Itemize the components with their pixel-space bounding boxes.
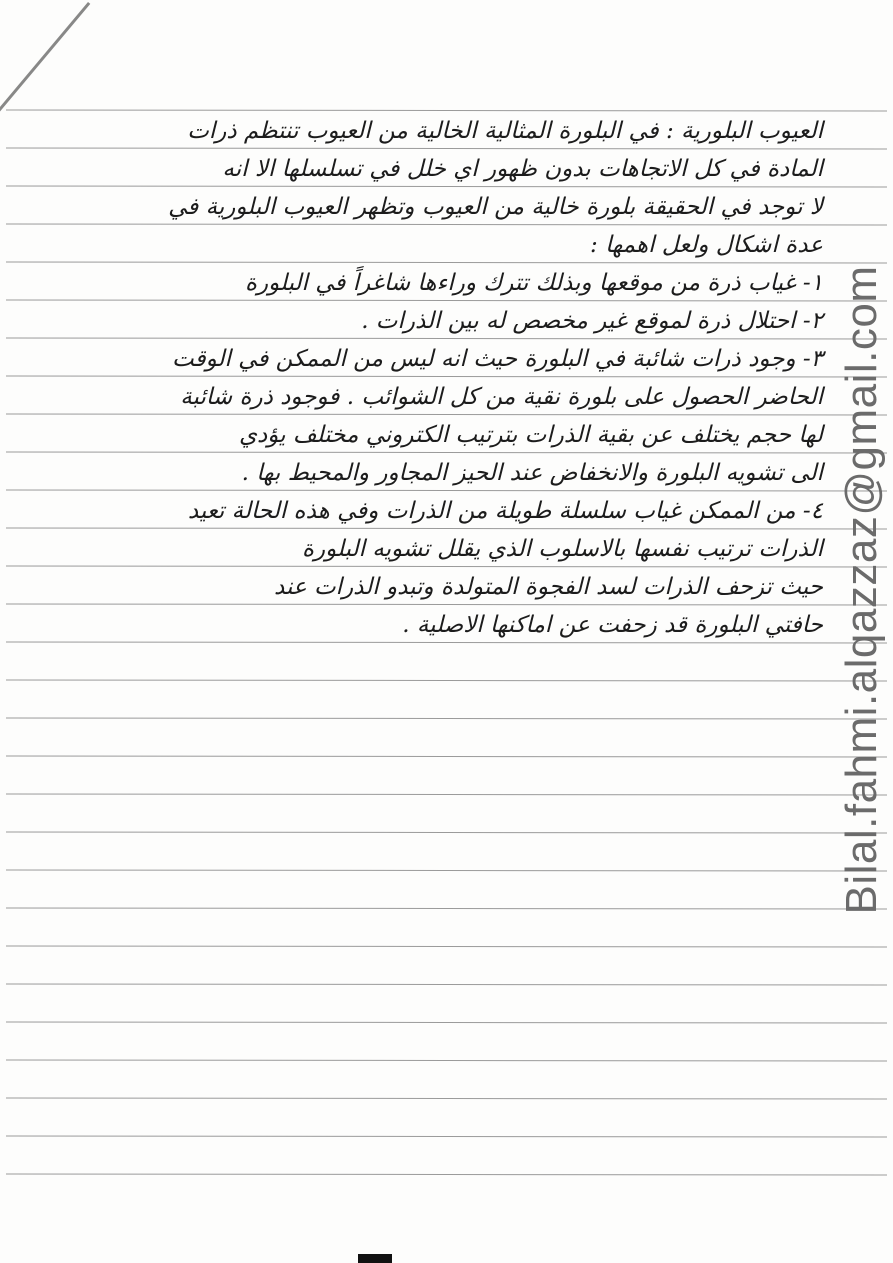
text-line: ٣- وجود ذرات شائبة في البلورة حيث انه ليس من الممكن في الوقت bbox=[171, 346, 823, 372]
ruled-line bbox=[6, 1060, 887, 1061]
ruled-line bbox=[6, 110, 887, 111]
text-line: الى تشويه البلورة والانخفاض عند الحيز المجاور والمحيط بها . bbox=[241, 460, 823, 486]
ruled-line bbox=[6, 718, 887, 719]
ruled-line bbox=[6, 528, 887, 529]
ruled-line bbox=[6, 984, 887, 985]
ruled-line bbox=[6, 262, 887, 263]
ruled-line bbox=[6, 604, 887, 605]
ruled-line bbox=[6, 794, 887, 795]
ruled-line bbox=[6, 1136, 887, 1137]
ruled-line bbox=[6, 300, 887, 301]
ruled-line bbox=[6, 490, 887, 491]
text-line: لا توجد في الحقيقة بلورة خالية من العيوب وتظهر العيوب البلورية في bbox=[168, 194, 823, 220]
ruled-line bbox=[6, 414, 887, 415]
text-line: حيث تزحف الذرات لسد الفجوة المتولدة وتبدو الذرات عند bbox=[273, 574, 823, 600]
text-line: عدة اشكال ولعل اهمها : bbox=[590, 232, 823, 258]
text-line: لها حجم يختلف عن بقية الذرات بترتيب الكتروني مختلف يؤدي bbox=[239, 422, 823, 448]
ruled-line bbox=[6, 642, 887, 643]
ruled-line bbox=[6, 338, 887, 339]
text-line: ٤- من الممكن غياب سلسلة طويلة من الذرات وفي هذه الحالة تعيد bbox=[187, 498, 823, 524]
ruled-line bbox=[6, 1022, 887, 1023]
page-bottom-mark bbox=[358, 1254, 392, 1263]
ruled-line bbox=[6, 148, 887, 149]
email-watermark: Bilal.fahmi.alqazzaz@gmail.com bbox=[837, 265, 886, 915]
text-line: المادة في كل الاتجاهات بدون ظهور اي خلل في تسلسلها الا انه bbox=[222, 156, 823, 182]
ruled-line bbox=[6, 224, 887, 225]
ruled-line bbox=[6, 680, 887, 681]
text-line: ١- غياب ذرة من موقعها وبذلك تترك وراءها شاغراً في البلورة bbox=[244, 270, 823, 296]
ruled-line bbox=[6, 186, 887, 187]
text-line: الذرات ترتيب نفسها بالاسلوب الذي يقلل تشويه البلورة bbox=[302, 536, 823, 562]
text-line: العيوب البلورية : في البلورة المثالية الخالية من العيوب تنتظم ذرات bbox=[187, 118, 823, 144]
text-line: حافتي البلورة قد زحفت عن اماكنها الاصلية . bbox=[402, 612, 823, 638]
ruled-line bbox=[6, 870, 887, 871]
ruled-line bbox=[6, 908, 887, 909]
text-line: ٢- احتلال ذرة لموقع غير مخصص له بين الذرات . bbox=[361, 308, 823, 334]
ruled-line bbox=[6, 946, 887, 947]
ruled-line bbox=[6, 756, 887, 757]
ruled-line bbox=[6, 566, 887, 567]
text-line: الحاضر الحصول على بلورة نقية من كل الشوائب . فوجود ذرة شائبة bbox=[180, 384, 823, 410]
ruled-line bbox=[6, 1174, 887, 1175]
ruled-line bbox=[6, 452, 887, 453]
ruled-line bbox=[6, 1098, 887, 1099]
ruled-line bbox=[6, 832, 887, 833]
ruled-line bbox=[6, 376, 887, 377]
